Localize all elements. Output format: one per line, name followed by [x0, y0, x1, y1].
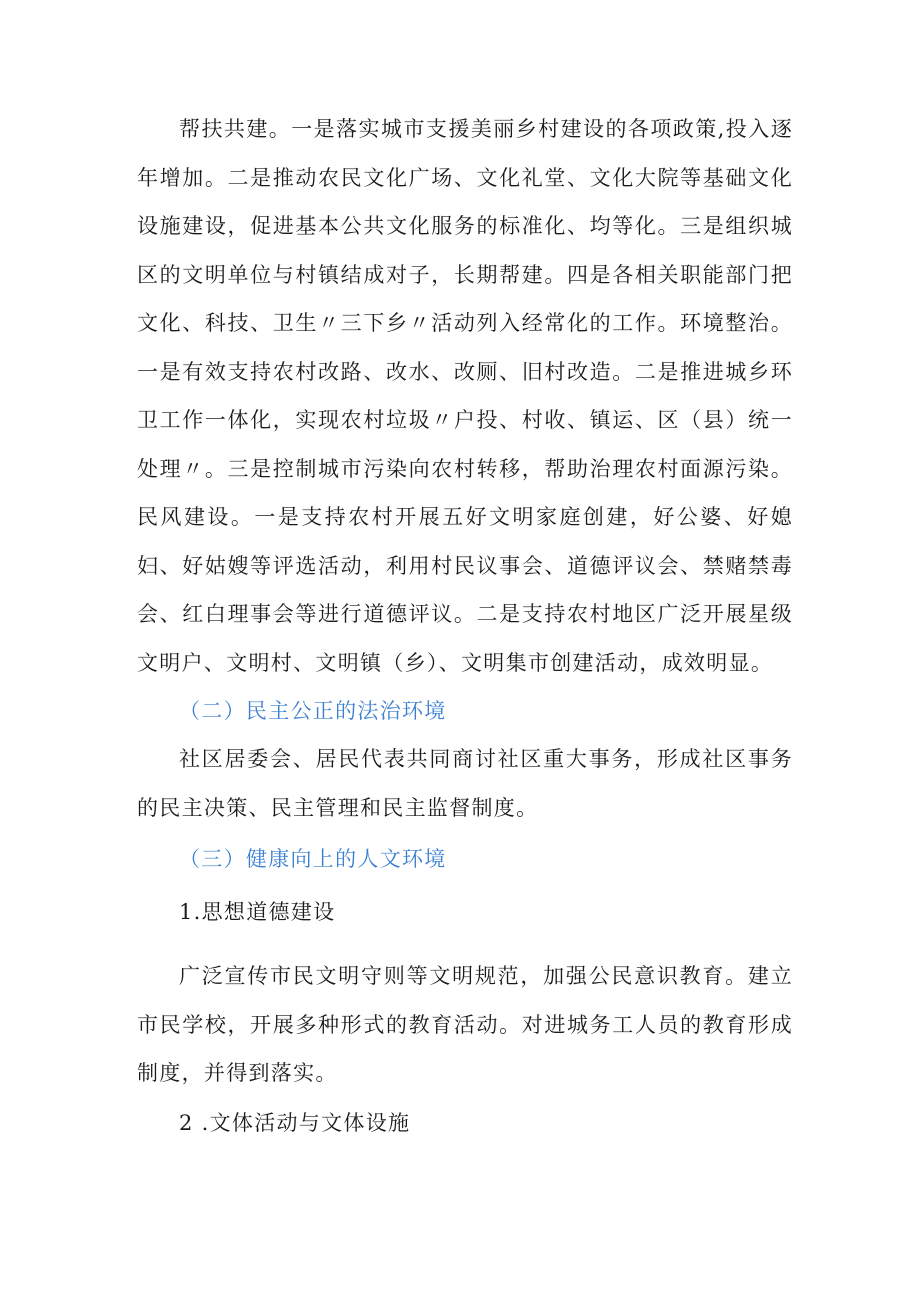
paragraph-community-committee: 社区居委会、居民代表共同商讨社区重大事务，形成社区事务的民主决策、民主管理和民主监督制度。 [137, 747, 793, 820]
section-heading-healthy-culture: （三）健康向上的人文环境 [179, 847, 447, 871]
section-heading-democratic-rule-of-law: （二）民主公正的法治环境 [179, 699, 447, 723]
subheading-sports-and-culture: 2 .文体活动与文体设施 [179, 1111, 411, 1135]
subheading-moral-construction: 1.思想道德建设 [179, 900, 336, 924]
paragraph-assistance-and-renovation: 帮扶共建。一是落实城市支援美丽乡村建设的各项政策,投入逐年增加。二是推动农民文化广场、文化礼堂、文化大院等基础文化设施建设，促进基本公共文化服务的标准化、均等化。三是组织城区的文明单位与村镇结成对子，长期帮建。四是各相关职能部门把文化、科技、卫生〃三下乡〃活动列入经常化的工作。环境整治。一是有效支持农村改路、改水、改厕、旧村改造。二是推进城乡环卫工作一体化，实现农村垃圾〃户投、村收、镇运、区（县）统一处理〃。三是控制城市污染向农村转移，帮助治理农村面源污染。民风建设。一是支持农村开展五好文明家庭创建，好公婆、好媳妇、好姑嫂等评选活动，利用村民议事会、道德评议会、禁赌禁毒会、红白理事会等进行道德评议。二是支持农村地区广泛开展星级文明户、文明村、文明镇（乡）、文明集市创建活动，成效明显。 [137, 117, 793, 675]
paragraph-civic-education: 广泛宣传市民文明守则等文明规范，加强公民意识教育。建立市民学校，开展多种形式的教育活动。对进城务工人员的教育形成制度，并得到落实。 [137, 964, 793, 1085]
